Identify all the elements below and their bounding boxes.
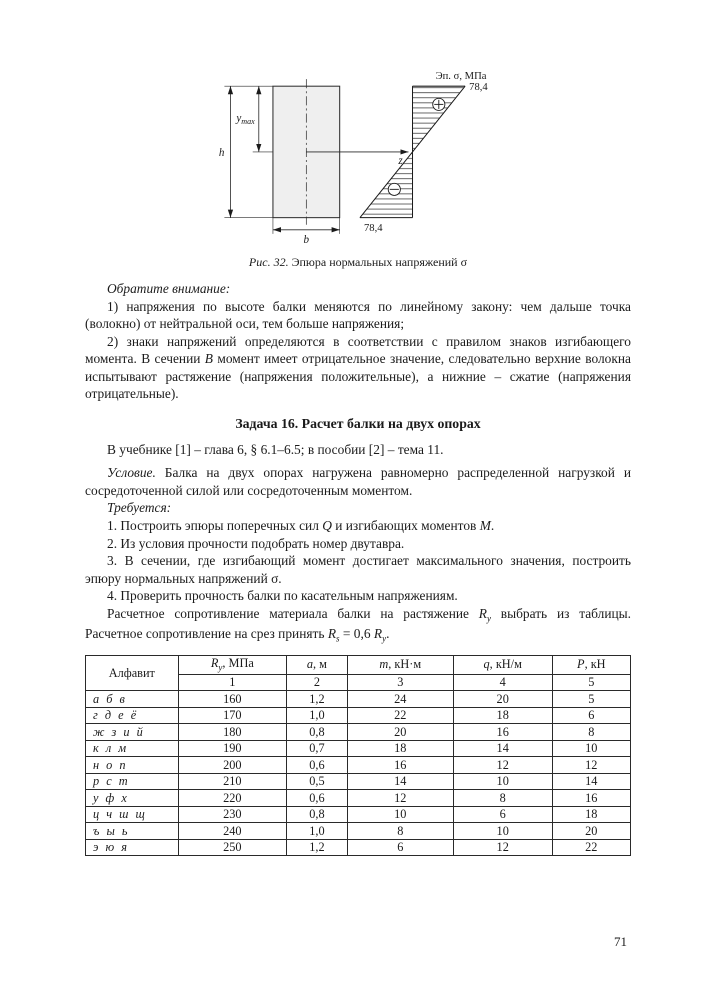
col-number: 1 xyxy=(178,674,286,691)
variants-table xyxy=(85,655,631,857)
alphabet-cell: ж з и й xyxy=(86,724,179,741)
value-cell: 250 xyxy=(178,839,286,856)
task-reference: В учебнике [1] – глава 6, § 6.1–6.5; в пособии [2] – тема 11. xyxy=(107,441,444,457)
value-cell: 22 xyxy=(347,707,453,724)
value-cell: 18 xyxy=(552,806,630,823)
col-header-p: P, кН xyxy=(552,655,630,674)
figure-caption xyxy=(85,255,631,270)
z-axis-label: z xyxy=(398,155,403,168)
value-cell: 240 xyxy=(178,823,286,840)
task-required-label: Требуется: xyxy=(107,500,172,516)
value-cell: 10 xyxy=(453,773,552,790)
value-cell: 14 xyxy=(552,773,630,790)
table-row xyxy=(86,806,631,823)
alphabet-cell: к л м xyxy=(86,740,179,757)
alphabet-cell: р с т xyxy=(86,773,179,790)
value-cell: 18 xyxy=(453,707,552,724)
page-number: 71 xyxy=(614,934,627,949)
minus-sign-icon xyxy=(388,183,400,195)
alphabet-cell: у ф х xyxy=(86,790,179,807)
task-step-3: 3. В сечении, где изгибающий момент достигает максимального значения, построить эпюру нормальных напряжений σ. xyxy=(85,553,631,586)
value-cell: 170 xyxy=(178,707,286,724)
dimension-b-label: b xyxy=(303,233,310,246)
table-row xyxy=(86,757,631,774)
value-cell: 8 xyxy=(453,790,552,807)
value-cell: 200 xyxy=(178,757,286,774)
sigma-top-value: 78,4 xyxy=(469,82,488,94)
task-condition: Условие. Балка на двух опорах нагружена равномерно распределенной нагрузкой и сосредоточенной силой или сосредоточенным моментом. xyxy=(85,465,631,498)
value-cell: 12 xyxy=(347,790,453,807)
value-cell: 12 xyxy=(552,757,630,774)
value-cell: 160 xyxy=(178,691,286,708)
task-step-4: 4. Проверить прочность балки по касательным напряжениям. xyxy=(107,588,458,604)
value-cell: 1,0 xyxy=(287,823,348,840)
value-cell: 180 xyxy=(178,724,286,741)
value-cell: 5 xyxy=(552,691,630,708)
alphabet-cell: ц ч ш щ xyxy=(86,806,179,823)
note-item-1: 1) напряжения по высоте балки меняются по линейному закону: чем дальше точка (волокно) от нейтральной оси, тем больше напряжения; xyxy=(85,298,631,332)
value-cell: 16 xyxy=(552,790,630,807)
value-cell: 24 xyxy=(347,691,453,708)
value-cell: 20 xyxy=(347,724,453,741)
value-cell: 20 xyxy=(453,691,552,708)
value-cell: 10 xyxy=(347,806,453,823)
value-cell: 0,6 xyxy=(287,757,348,774)
task-step-2: 2. Из условия прочности подобрать номер двутавра. xyxy=(107,535,405,551)
col-number: 3 xyxy=(347,674,453,691)
value-cell: 20 xyxy=(552,823,630,840)
task-resistance-note: Расчетное сопротивление материала балки на растяжение $R_y$ выбрать из таблицы. Расчетное сопротивление на срез принять $R_s = 0,6$ $R_y$. xyxy=(85,605,632,644)
dimension-h-label: h xyxy=(218,146,225,159)
page-content xyxy=(85,70,631,856)
value-cell: 12 xyxy=(453,839,552,856)
col-header-m: m, кН·м xyxy=(347,655,453,674)
value-cell: 6 xyxy=(453,806,552,823)
value-cell: 8 xyxy=(552,724,630,741)
col-header-alphabet: Алфавит xyxy=(86,655,179,691)
value-cell: 6 xyxy=(347,839,453,856)
value-cell: 190 xyxy=(178,740,286,757)
value-cell: 14 xyxy=(347,773,453,790)
alphabet-cell: э ю я xyxy=(86,839,179,856)
beam-stress-figure xyxy=(207,70,527,248)
table-row xyxy=(86,790,631,807)
value-cell: 0,5 xyxy=(287,773,348,790)
value-cell: 1,2 xyxy=(287,839,348,856)
note-title: Обратите внимание: xyxy=(107,281,231,296)
alphabet-cell: г д е ё xyxy=(86,707,179,724)
col-number: 5 xyxy=(552,674,630,691)
table-row xyxy=(86,707,631,724)
epure-title: Эп. σ, МПа xyxy=(435,71,487,83)
table-row xyxy=(86,740,631,757)
value-cell: 12 xyxy=(453,757,552,774)
table-row xyxy=(86,839,631,856)
value-cell: 230 xyxy=(178,806,286,823)
col-header-q: q, кН/м xyxy=(453,655,552,674)
table-body xyxy=(86,691,631,856)
value-cell: 18 xyxy=(347,740,453,757)
value-cell: 16 xyxy=(347,757,453,774)
col-number: 4 xyxy=(453,674,552,691)
value-cell: 210 xyxy=(178,773,286,790)
value-cell: 10 xyxy=(453,823,552,840)
value-cell: 1,0 xyxy=(287,707,348,724)
value-cell: 220 xyxy=(178,790,286,807)
task-step-1: 1. Построить эпюры поперечных сил Q и изгибающих моментов М. xyxy=(107,518,495,534)
figure-caption-text: Эпюра нормальных напряжений σ xyxy=(288,255,468,269)
table-row xyxy=(86,724,631,741)
value-cell: 0,8 xyxy=(287,806,348,823)
value-cell: 0,8 xyxy=(287,724,348,741)
alphabet-cell: н о п xyxy=(86,757,179,774)
alphabet-cell: а б в xyxy=(86,691,179,708)
plus-sign-icon xyxy=(433,98,445,110)
task-heading: Задача 16. Расчет балки на двух опорах xyxy=(235,415,481,431)
value-cell: 14 xyxy=(453,740,552,757)
alphabet-cell: ъ ы ь xyxy=(86,823,179,840)
table-row xyxy=(86,823,631,840)
value-cell: 16 xyxy=(453,724,552,741)
table-header-row xyxy=(86,655,631,674)
value-cell: 6 xyxy=(552,707,630,724)
note-item-2: 2) знаки напряжений определяются в соответствии с правилом знаков изгибающего момента. В сечении В момент имеет отрицательное значение, следовательно верхние волокна испытывают растяжение (напряжения положительные), а нижние – сжатие (напряжения отрицательные). xyxy=(85,333,631,402)
sigma-bottom-value: 78,4 xyxy=(363,222,383,234)
value-cell: 0,7 xyxy=(287,740,348,757)
figure-container xyxy=(103,70,631,253)
value-cell: 8 xyxy=(347,823,453,840)
col-number: 2 xyxy=(287,674,348,691)
col-header-ry: $R_y$, МПа xyxy=(178,655,286,674)
dimension-ymax-label: $y_{max}$ xyxy=(236,112,255,127)
table-row xyxy=(86,773,631,790)
table-row xyxy=(86,691,631,708)
value-cell: 10 xyxy=(552,740,630,757)
value-cell: 1,2 xyxy=(287,691,348,708)
value-cell: 0,6 xyxy=(287,790,348,807)
figure-caption-label: Рис. 32. xyxy=(248,255,289,269)
col-header-a: a, м xyxy=(287,655,348,674)
value-cell: 22 xyxy=(552,839,630,856)
